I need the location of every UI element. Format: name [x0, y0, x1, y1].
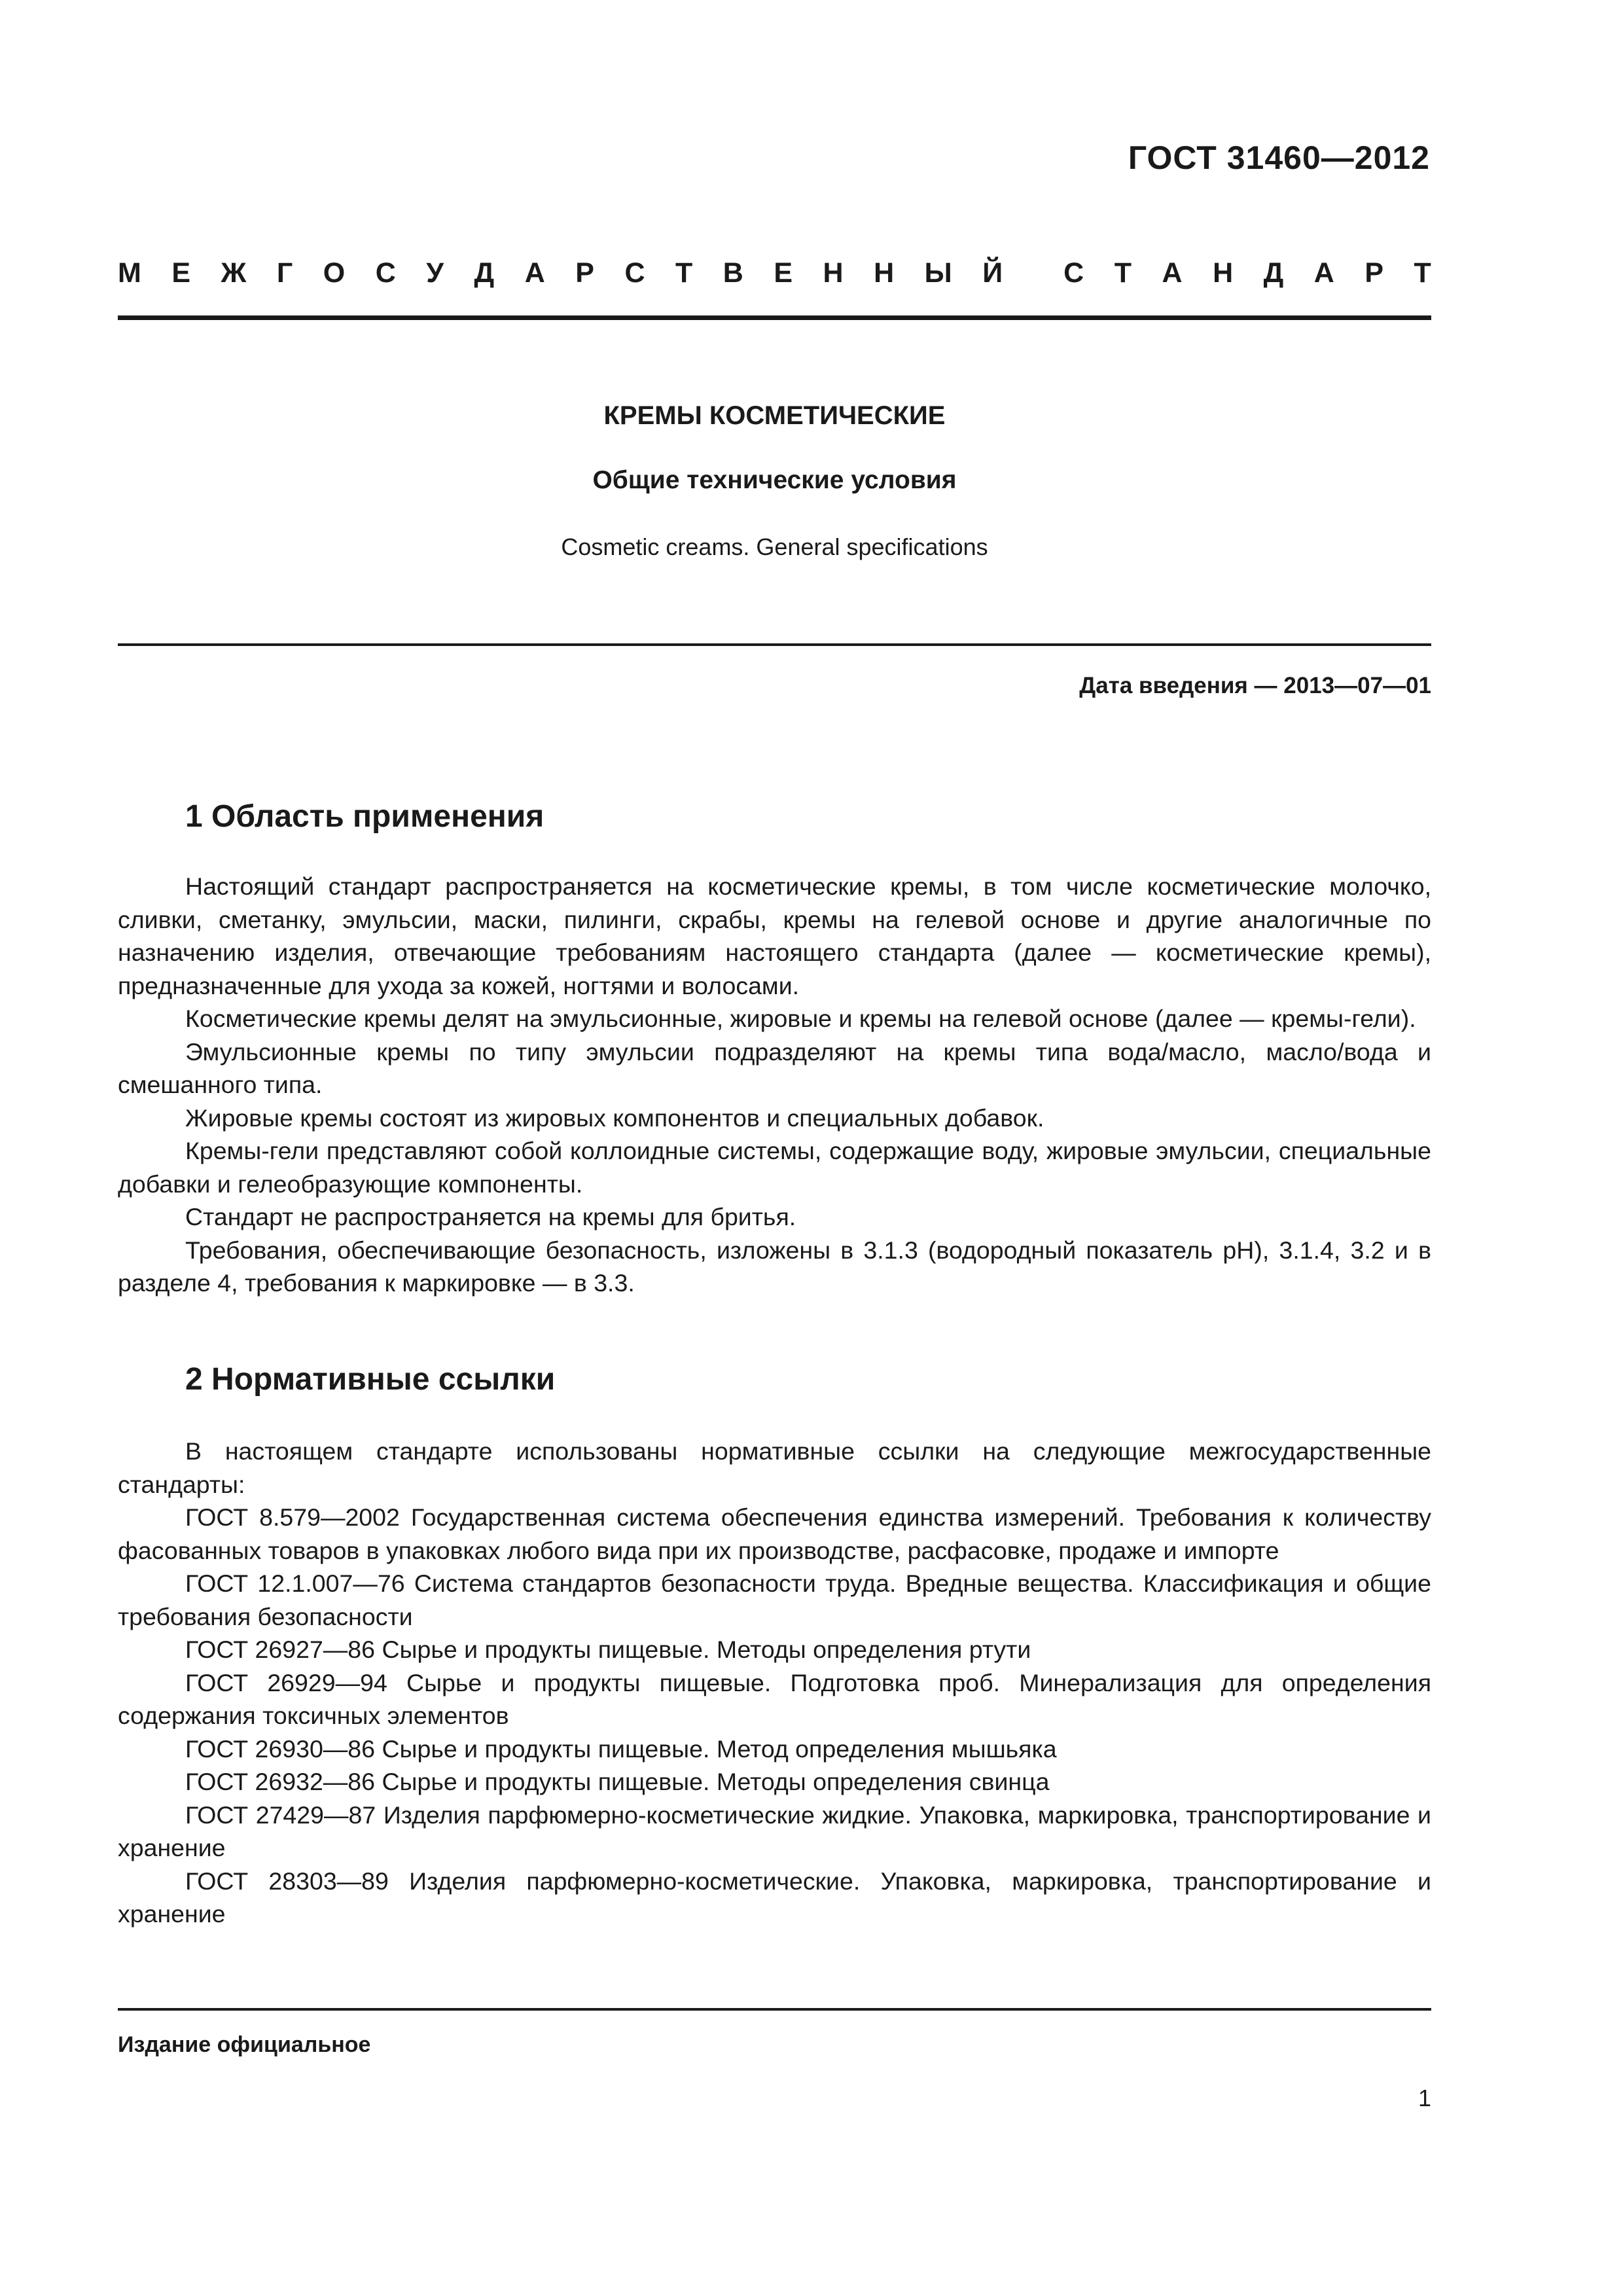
document-subtitle: Общие технические условия	[592, 466, 957, 494]
reference-item: ГОСТ 27429—87 Изделия парфюмерно-косметические жидкие. Упаковка, маркировка, транспортирование и хранение	[118, 1801, 1431, 1861]
banner-letter: Т	[1114, 257, 1132, 289]
page-number: 1	[1418, 2085, 1431, 2111]
banner-letter: Т	[1414, 257, 1431, 289]
banner-letter: Т	[675, 257, 693, 289]
paragraph: Кремы-гели представляют собой коллоидные системы, содержащие воду, жировые эмульсии, специальные добавки и гелеобразующие компоненты.	[118, 1137, 1431, 1198]
banner-letter: Н	[1213, 257, 1234, 289]
banner-letter: Р	[575, 257, 594, 289]
paragraph: Косметические кремы делят на эмульсионные, жировые и кремы на гелевой основе (далее — кремы-гели).	[185, 1005, 1416, 1032]
banner-letter: Ы	[924, 257, 952, 289]
footer-divider	[118, 2008, 1431, 2011]
reference-item: ГОСТ 26932—86 Сырье и продукты пищевые. Методы определения свинца	[185, 1768, 1050, 1795]
reference-item: ГОСТ 26930—86 Сырье и продукты пищевые. Метод определения мышьяка	[185, 1734, 1057, 1763]
reference-item: ГОСТ 26929—94 Сырье и продукты пищевые. Подготовка проб. Минерализация для определения содержания токсичных элементов	[118, 1668, 1431, 1729]
title-divider	[118, 643, 1431, 646]
banner-letter: С	[624, 257, 645, 289]
banner-letter: С	[1063, 257, 1084, 289]
document-number: ГОСТ 31460—2012	[1128, 139, 1430, 176]
banner-letter: А	[1162, 257, 1183, 289]
banner-letter: У	[426, 257, 444, 289]
paragraph: Настоящий стандарт распространяется на косметические кремы, в том числе косметические молочко, сливки, сметанку, эмульсии, маски, пилинги, скрабы, кремы на гелевой основе и другие аналогичные по назначению изделия, отвечающие требованиям настоящего стандарта (далее — косметические кремы), предназначенные для ухода за кожей, ногтями и волосами.	[118, 872, 1431, 999]
banner-letter: Ж	[221, 257, 247, 289]
paragraph: Эмульсионные кремы по типу эмульсии подразделяют на кремы типа вода/масло, масло/вода и смешанного типа.	[118, 1037, 1431, 1098]
banner-letter: Н	[823, 257, 844, 289]
standard-type-banner	[118, 257, 1431, 289]
reference-item: ГОСТ 26927—86 Сырье и продукты пищевые. Методы определения ртути	[185, 1636, 1031, 1663]
reference-item: ГОСТ 28303—89 Изделия парфюмерно-косметические. Упаковка, маркировка, транспортирование и хранение	[118, 1867, 1431, 1928]
introduction-date: Дата введения — 2013—07—01	[1079, 673, 1431, 698]
banner-letter: Р	[1364, 257, 1384, 289]
banner-letter: Е	[171, 257, 191, 289]
banner-letter: О	[323, 257, 346, 289]
banner-letter: Н	[874, 257, 895, 289]
paragraph: В настоящем стандарте использованы нормативные ссылки на следующие межгосударственные стандарты:	[118, 1437, 1431, 1498]
paragraph: Жировые кремы состоят из жировых компонентов и специальных добавок.	[185, 1103, 1044, 1132]
header-divider	[118, 315, 1431, 320]
section-body-scope	[118, 870, 1431, 1300]
document-title: КРЕМЫ КОСМЕТИЧЕСКИЕ	[603, 401, 946, 430]
document-title-english: Cosmetic creams. General specifications	[561, 533, 988, 560]
banner-letter: Г	[276, 257, 293, 289]
banner-letter: Е	[774, 257, 793, 289]
section-heading-references: 2 Нормативные ссылки	[185, 1362, 556, 1397]
paragraph: Требования, обеспечивающие безопасность, изложены в 3.1.3 (водородный показатель рН), 3.1.4, 3.2 и в разделе 4, требования к маркировке — в 3.3.	[118, 1236, 1431, 1297]
banner-letter: Д	[1263, 257, 1284, 289]
banner-letter: С	[375, 257, 396, 289]
section-heading-scope: 1 Область применения	[185, 799, 544, 834]
banner-letter: Й	[982, 257, 1003, 289]
banner-letter: А	[524, 257, 545, 289]
banner-letter: Д	[474, 257, 495, 289]
banner-letter: М	[118, 257, 141, 289]
official-edition-label: Издание официальное	[118, 2032, 371, 2057]
reference-item: ГОСТ 8.579—2002 Государственная система обеспечения единства измерений. Требования к количеству фасованных товаров в упаковках любого вида при их производстве, расфасовке, продаже и импорте	[118, 1503, 1431, 1564]
banner-letter: А	[1313, 257, 1334, 289]
banner-letter: В	[722, 257, 743, 289]
paragraph: Стандарт не распространяется на кремы для бритья.	[185, 1203, 796, 1230]
reference-item: ГОСТ 12.1.007—76 Система стандартов безопасности труда. Вредные вещества. Классификация и общие требования безопасности	[118, 1570, 1431, 1630]
section-body-references	[118, 1435, 1431, 1931]
